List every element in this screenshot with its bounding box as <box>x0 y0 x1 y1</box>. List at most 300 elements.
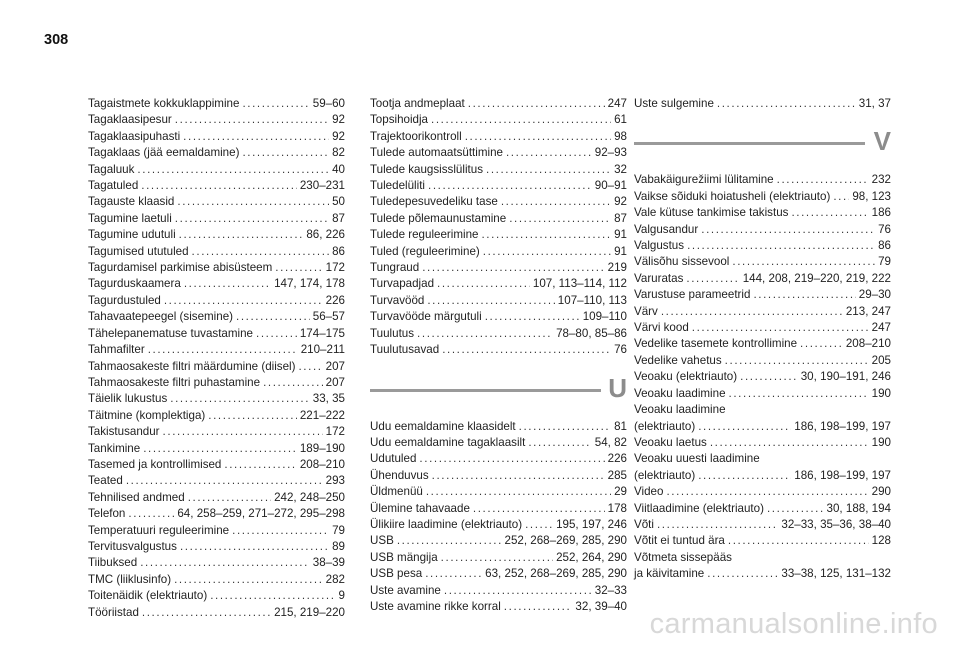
index-page-refs: 64, 258–259, 271–272, 295–298 <box>177 507 345 521</box>
index-term: Turvapadjad <box>370 277 435 291</box>
dot-leader <box>425 566 482 582</box>
index-page-refs: 285 <box>607 468 627 482</box>
dot-leader <box>698 419 791 435</box>
index-page-refs: 38–39 <box>312 556 345 570</box>
index-page-refs: 178 <box>607 501 627 515</box>
index-entry <box>370 244 627 260</box>
index-entry <box>88 227 345 243</box>
dot-leader <box>141 178 297 194</box>
dot-leader <box>707 566 778 582</box>
index-entry <box>370 517 627 533</box>
index-page-refs: 32 <box>614 162 627 176</box>
index-term: Tulede põlemaunustamine <box>370 211 507 225</box>
dot-leader <box>419 451 604 467</box>
dot-leader <box>236 309 310 325</box>
dot-leader <box>437 276 530 292</box>
index-column-1 <box>88 96 345 621</box>
index-page-refs: 87 <box>332 211 345 225</box>
index-term: Tungraud <box>370 261 420 275</box>
index-page-refs: 89 <box>332 539 345 553</box>
index-page-refs: 79 <box>332 523 345 537</box>
index-term: Tahmaosakeste filtri määrdumine (diisel) <box>88 359 296 373</box>
index-term: Veoaku laadimine <box>634 386 726 400</box>
index-term: Tähelepanematuse tuvastamine <box>88 326 253 340</box>
index-entry <box>370 260 627 276</box>
index-page-refs: 252, 264, 290 <box>556 550 627 564</box>
index-term: Tehnilised andmed <box>88 490 185 504</box>
index-page-refs: 195, 197, 246 <box>556 517 627 531</box>
index-entry <box>88 457 345 473</box>
dot-leader <box>188 490 271 506</box>
index-page-refs: 189–190 <box>299 441 345 455</box>
dot-leader <box>698 468 791 484</box>
dot-leader <box>163 424 323 440</box>
index-page-refs: 29–30 <box>858 288 891 302</box>
index-page-refs: 172 <box>325 261 345 275</box>
index-entry <box>370 484 627 500</box>
index-page-refs: 86 <box>878 239 891 253</box>
index-term: Vaikse sõiduki hoiatusheli (elektriauto) <box>634 189 831 203</box>
index-term: Tahmaosakeste filtri puhastamine <box>88 375 261 389</box>
index-entry <box>370 211 627 227</box>
section-divider-u <box>370 372 627 403</box>
index-page-refs: 190 <box>871 386 891 400</box>
dot-leader <box>242 145 329 161</box>
index-page-refs: 293 <box>325 474 345 488</box>
index-term: Varuratas <box>634 271 684 285</box>
index-page-refs: 32–33, 35–36, 38–40 <box>781 517 891 531</box>
dot-leader <box>519 419 611 435</box>
index-page-refs: 221–222 <box>299 408 345 422</box>
dot-leader <box>473 501 605 517</box>
index-column-2 <box>370 96 627 615</box>
index-term: ja käivitamine <box>634 567 705 581</box>
index-term: Valgusandur <box>634 222 699 236</box>
index-entry <box>88 326 345 342</box>
index-term: USB <box>370 534 394 548</box>
index-term: Tagaluuk <box>88 162 135 176</box>
index-term: Tagumised ututuled <box>88 244 189 258</box>
index-entry <box>634 468 891 484</box>
index-page-refs: 98, 123 <box>852 189 891 203</box>
index-page-refs: 76 <box>878 222 891 236</box>
index-entry <box>370 451 627 467</box>
index-page-refs: 186 <box>871 206 891 220</box>
index-term: Ühenduvus <box>370 468 429 482</box>
watermark: carmanualsonline.info <box>649 608 938 640</box>
index-entry <box>634 189 891 205</box>
index-page-refs: 50 <box>332 195 345 209</box>
index-entry <box>88 276 345 292</box>
index-term: Täitmine (komplektiga) <box>88 408 206 422</box>
index-entry <box>88 424 345 440</box>
section-letter-u: U <box>608 372 627 403</box>
index-entry <box>370 435 627 451</box>
index-term: Tööriistad <box>88 605 139 619</box>
index-page-refs: 186, 198–199, 197 <box>794 468 891 482</box>
dot-leader <box>509 211 611 227</box>
index-term: Udu eemaldamine tagaklaasilt <box>370 435 526 449</box>
index-term: Tankimine <box>88 441 141 455</box>
dot-leader <box>175 211 329 227</box>
index-term: Turvavööd <box>370 293 425 307</box>
index-entry <box>370 276 627 292</box>
index-page-refs: 186, 198–199, 197 <box>794 419 891 433</box>
index-page-refs: 87 <box>614 211 627 225</box>
index-page-refs: 82 <box>332 146 345 160</box>
index-page-refs: 98 <box>614 129 627 143</box>
index-term: Tiibuksed <box>88 556 138 570</box>
dot-leader <box>468 96 605 112</box>
index-entry <box>634 435 891 451</box>
index-term: Tagumine udutuli <box>88 228 176 242</box>
index-entry <box>370 178 627 194</box>
index-page-refs: 79 <box>878 255 891 269</box>
dot-leader <box>142 605 271 621</box>
index-term: Uste avamine rikke korral <box>370 599 501 613</box>
index-entry <box>370 501 627 517</box>
index-entry <box>88 441 345 457</box>
index-term: Temperatuuri reguleerimine <box>88 523 230 537</box>
index-term: Tuulutusavad <box>370 343 440 357</box>
index-entry <box>370 145 627 161</box>
dot-leader <box>432 468 605 484</box>
index-entry <box>88 145 345 161</box>
dot-leader <box>504 599 573 615</box>
dot-leader <box>486 162 611 178</box>
dot-leader <box>485 309 580 325</box>
index-term: Trajektoorikontroll <box>370 129 462 143</box>
index-term: Takistusandur <box>88 425 160 439</box>
index-term: Võti <box>634 517 654 531</box>
index-term: Tagumine laetuli <box>88 211 172 225</box>
index-page-refs: 219 <box>607 261 627 275</box>
index-term: Üldmenüü <box>370 485 423 499</box>
index-term: Tuledepesuvedeliku tase <box>370 195 498 209</box>
index-entry <box>88 96 345 112</box>
index-term: Tootja andmeplaat <box>370 97 465 110</box>
index-entry <box>634 566 891 582</box>
index-entry <box>634 172 891 188</box>
dot-leader <box>170 391 310 407</box>
index-page-refs: 59–60 <box>312 97 345 110</box>
index-term: Udutuled <box>370 452 417 466</box>
index-entry <box>370 194 627 210</box>
dot-leader <box>441 550 553 566</box>
index-entry <box>634 484 891 500</box>
dot-leader <box>298 359 322 375</box>
index-list-v <box>634 172 891 582</box>
index-term: Välisõhu sissevool <box>634 255 730 269</box>
index-term: Uste avamine <box>370 583 441 597</box>
index-term: Veoaku laadimine <box>634 403 726 417</box>
index-entry <box>634 501 891 517</box>
dot-leader <box>528 435 591 451</box>
index-page-refs: 208–210 <box>299 457 345 471</box>
index-term: Tagaklaasipuhasti <box>88 129 181 143</box>
dot-leader <box>800 336 843 352</box>
dot-leader <box>791 205 868 221</box>
index-page-refs: 205 <box>871 353 891 367</box>
index-page-refs: 92 <box>614 195 627 209</box>
index-page-refs: 81 <box>614 419 627 433</box>
index-page-refs: 232 <box>871 173 891 187</box>
index-page-refs: 190 <box>871 435 891 449</box>
index-entry <box>370 468 627 484</box>
index-page-refs: 86, 226 <box>306 228 345 242</box>
index-entry <box>88 605 345 621</box>
dot-leader <box>263 375 323 391</box>
index-entry <box>370 112 627 128</box>
index-entry <box>88 293 345 309</box>
index-term: Turvavööde märgutuli <box>370 310 482 324</box>
index-page-refs: 63, 252, 268–269, 285, 290 <box>485 567 627 581</box>
index-page-refs: 226 <box>607 452 627 466</box>
index-page-refs: 92 <box>332 129 345 143</box>
index-column-3 <box>634 96 891 583</box>
index-term: Toitenäidik (elektriauto) <box>88 589 208 603</box>
index-term: Tulede kaugsisslülitus <box>370 162 483 176</box>
index-entry <box>88 555 345 571</box>
index-term: (elektriauto) <box>634 468 696 482</box>
dot-leader <box>483 244 611 260</box>
index-entry <box>88 473 345 489</box>
index-entry <box>88 129 345 145</box>
index-page-refs: 174–175 <box>299 326 345 340</box>
dot-leader <box>184 276 271 292</box>
index-page-refs: 215, 219–220 <box>274 605 345 619</box>
dot-leader <box>657 517 778 533</box>
index-term: Tagaklaasipesur <box>88 113 172 127</box>
index-page-refs: 32, 39–40 <box>575 599 627 613</box>
index-entry <box>370 419 627 435</box>
index-page-refs: 107–110, 113 <box>557 293 627 307</box>
index-term: Tulede reguleerimine <box>370 228 479 242</box>
dot-leader <box>717 96 856 112</box>
index-entry <box>634 222 891 238</box>
index-entry <box>634 402 891 418</box>
index-term: Video <box>634 485 664 499</box>
index-page-refs: 61 <box>614 113 627 127</box>
index-term: Tagatuled <box>88 179 139 193</box>
index-page-refs: 208–210 <box>845 337 891 351</box>
dot-leader <box>417 326 553 342</box>
section-rule <box>370 389 601 392</box>
index-entry <box>634 271 891 287</box>
dot-leader <box>753 287 855 303</box>
index-page-refs: 78–80, 85–86 <box>556 326 627 340</box>
index-entry <box>634 238 891 254</box>
index-term: Ülikiire laadimine (elektriauto) <box>370 517 523 531</box>
dot-leader <box>501 194 611 210</box>
index-page-refs: 247 <box>607 97 627 110</box>
index-entry <box>88 211 345 227</box>
index-entry <box>634 205 891 221</box>
dot-leader <box>732 254 875 270</box>
dot-leader <box>525 517 553 533</box>
index-page-refs: 91 <box>614 244 627 258</box>
dot-leader <box>242 96 309 112</box>
dot-leader <box>232 523 329 539</box>
index-page-refs: 210–211 <box>300 343 345 357</box>
index-page-refs: 54, 82 <box>594 435 627 449</box>
index-entry <box>634 369 891 385</box>
index-entry <box>88 506 345 522</box>
index-entry <box>88 539 345 555</box>
index-term: Tagaklaas (jää eemaldamine) <box>88 146 240 160</box>
index-page-refs: 213, 247 <box>845 304 891 318</box>
index-entry <box>634 419 891 435</box>
index-entry <box>88 359 345 375</box>
index-page-refs: 282 <box>325 572 345 586</box>
index-entry <box>88 194 345 210</box>
index-entry <box>370 96 627 112</box>
dot-leader <box>179 227 304 243</box>
index-term: Vedelike vahetus <box>634 353 722 367</box>
section-letter-v: V <box>873 126 891 157</box>
index-entry <box>634 254 891 270</box>
index-term: Tagaistmete kokkuklappimine <box>88 97 240 110</box>
section-divider-v <box>634 126 891 157</box>
index-entry <box>370 309 627 325</box>
index-page-refs: 144, 208, 219–220, 219, 222 <box>742 271 891 285</box>
index-page-refs: 207 <box>325 375 345 389</box>
dot-leader <box>137 162 329 178</box>
index-page-refs: 109–110 <box>582 310 627 324</box>
index-term: Udu eemaldamine klaasidelt <box>370 419 516 433</box>
index-entry <box>634 550 891 566</box>
index-page-refs: 172 <box>325 425 345 439</box>
index-page-refs: 252, 268–269, 285, 290 <box>504 534 627 548</box>
index-entry <box>88 342 345 358</box>
index-entry <box>88 375 345 391</box>
index-term: Võtmeta sissepääs <box>634 550 732 564</box>
dot-leader <box>740 369 798 385</box>
index-term: Täielik lukustus <box>88 392 168 406</box>
index-entry <box>370 583 627 599</box>
dot-leader <box>426 484 611 500</box>
dot-leader <box>701 222 875 238</box>
index-entry <box>370 326 627 342</box>
index-term: Viitlaadimine (elektriauto) <box>634 501 764 515</box>
index-term: Ülemine tahavaade <box>370 501 470 515</box>
section-rule <box>634 142 865 145</box>
dot-leader <box>164 293 323 309</box>
index-entry <box>634 451 891 467</box>
index-list-t-continued <box>370 96 627 359</box>
index-term: Tahavaatepeegel (sisemine) <box>88 310 234 324</box>
index-entry <box>88 260 345 276</box>
dot-leader <box>725 353 869 369</box>
dot-leader <box>777 172 869 188</box>
index-list-u <box>370 419 627 616</box>
dot-leader <box>175 112 329 128</box>
index-page-refs: 30, 190–191, 246 <box>800 370 891 384</box>
index-entry <box>88 523 345 539</box>
dot-leader <box>661 304 843 320</box>
index-term: Tasemed ja kontrollimised <box>88 457 222 471</box>
index-entry <box>634 304 891 320</box>
index-entry <box>634 517 891 533</box>
dot-leader <box>465 129 611 145</box>
page-number: 308 <box>44 32 69 48</box>
dot-leader <box>174 572 323 588</box>
index-entry <box>634 353 891 369</box>
dot-leader <box>128 506 174 522</box>
index-entry <box>88 309 345 325</box>
dot-leader <box>183 129 329 145</box>
dot-leader <box>208 408 297 424</box>
dot-leader <box>444 583 592 599</box>
dot-leader <box>143 441 297 457</box>
dot-leader <box>275 260 322 276</box>
index-entry <box>370 227 627 243</box>
dot-leader <box>442 342 611 358</box>
index-entry <box>370 342 627 358</box>
index-page-refs: 226 <box>325 293 345 307</box>
index-page-refs: 29 <box>614 485 627 499</box>
index-term: Veoaku (elektriauto) <box>634 370 738 384</box>
dot-leader <box>710 435 869 451</box>
index-term: Veoaku uuesti laadimine <box>634 452 760 466</box>
dot-leader <box>729 386 869 402</box>
index-page-refs: 92 <box>332 113 345 127</box>
dot-leader <box>177 194 329 210</box>
dot-leader <box>686 271 739 287</box>
index-page-refs: 107, 113–114, 112 <box>532 277 627 291</box>
index-entry <box>370 599 627 615</box>
dot-leader <box>192 244 330 260</box>
index-page-refs: 33, 35 <box>312 392 345 406</box>
index-term: Topsihoidja <box>370 113 429 127</box>
dot-leader <box>180 539 329 555</box>
index-entry <box>370 293 627 309</box>
index-term: USB mängija <box>370 550 438 564</box>
dot-leader <box>148 342 298 358</box>
index-page-refs: 86 <box>332 244 345 258</box>
index-page-refs: 33–38, 125, 131–132 <box>781 567 891 581</box>
dot-leader <box>431 112 611 128</box>
index-term: Veoaku laetus <box>634 435 707 449</box>
index-page-refs: 247 <box>871 321 891 335</box>
index-entry <box>88 588 345 604</box>
dot-leader <box>666 484 868 500</box>
index-entry <box>88 178 345 194</box>
index-term: Tagurduskaamera <box>88 277 181 291</box>
index-term: Võtit ei tuntud ära <box>634 534 725 548</box>
index-term: USB pesa <box>370 567 423 581</box>
index-page-refs: 147, 174, 178 <box>274 277 345 291</box>
dot-leader <box>687 238 875 254</box>
index-term: Tuled (reguleerimine) <box>370 244 480 258</box>
index-page-refs: 92–93 <box>594 146 627 160</box>
index-entry <box>370 129 627 145</box>
index-page-refs: 230–231 <box>299 179 345 193</box>
index-term: Värvi kood <box>634 321 689 335</box>
index-entry <box>88 572 345 588</box>
index-term: Telefon <box>88 507 126 521</box>
dot-leader <box>833 189 849 205</box>
index-page-refs: 91 <box>614 228 627 242</box>
index-page-refs: 32–33 <box>594 583 627 597</box>
dot-leader <box>767 501 824 517</box>
index-entry <box>634 287 891 303</box>
index-page-refs: 207 <box>325 359 345 373</box>
index-entry <box>634 336 891 352</box>
index-term: (elektriauto) <box>634 419 696 433</box>
index-term: Värv <box>634 304 658 318</box>
index-entry <box>88 244 345 260</box>
